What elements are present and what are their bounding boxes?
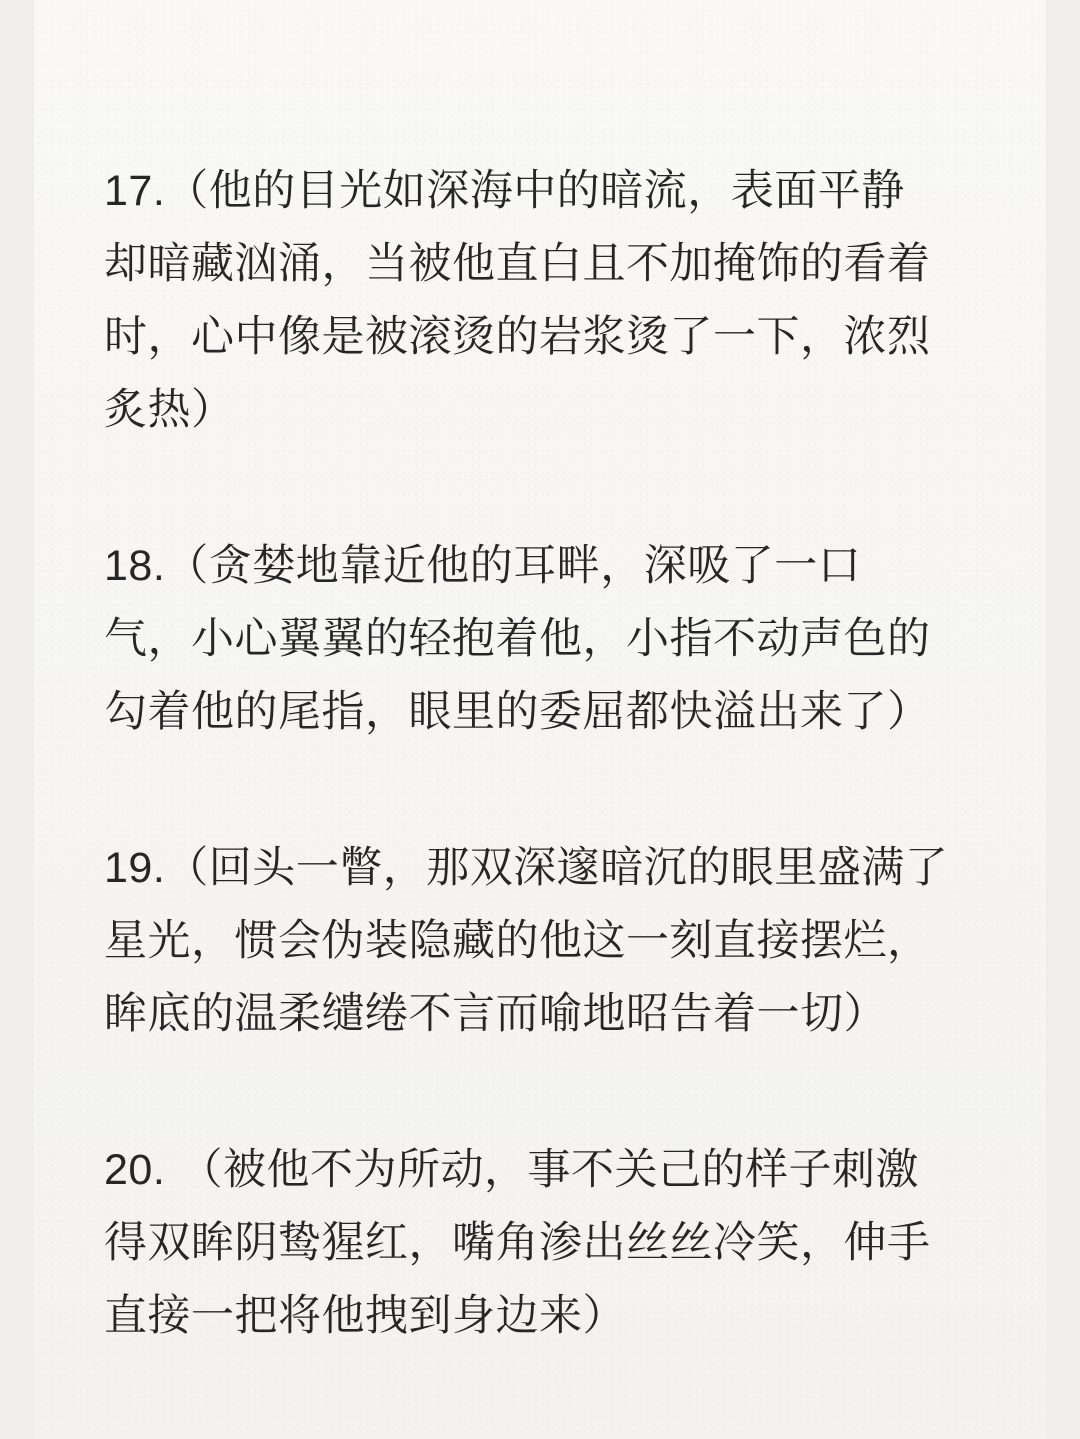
entry-number: 18. [104, 542, 166, 590]
entry-line: 却暗藏汹涌，当被他直白且不加掩饰的看着 [104, 239, 931, 289]
entry-text: （回头一瞥，那双深邃暗沉的眼里盛满了 [165, 843, 949, 893]
entry-line: 炙热） [104, 385, 235, 435]
page-edge-right [1046, 0, 1080, 1439]
entry-text: （他的目光如深海中的暗流，表面平静 [165, 166, 905, 216]
entry-line: 勾着他的尾指，眼里的委屈都快溢出来了） [104, 687, 931, 737]
entry-line: 得双眸阴鸷猩红，嘴角渗出丝丝冷笑，伸手 [104, 1218, 931, 1268]
entry-line: 星光，惯会伪装隐藏的他这一刻直接摆烂， [104, 916, 931, 966]
entry-line: 直接一把将他拽到身边来） [104, 1291, 626, 1341]
entry-line [104, 155, 964, 228]
entry-number: 19. [104, 844, 166, 892]
entry-line: 气，小心翼翼的轻抱着他，小指不动声色的 [104, 614, 931, 664]
entry-number: 17. [104, 167, 166, 215]
text-content [104, 155, 964, 1436]
entry-text: （贪婪地靠近他的耳畔，深吸了一口 [165, 541, 862, 591]
entry-20 [104, 1134, 964, 1353]
entry-line [104, 1134, 964, 1207]
page-edge-left [0, 0, 34, 1439]
entry-line [104, 832, 964, 905]
entry-17 [104, 155, 964, 447]
entry-number: 20. [104, 1146, 166, 1194]
entry-18 [104, 530, 964, 749]
entry-line [104, 530, 964, 603]
entry-line: 眸底的温柔缱绻不言而喻地昭告着一切） [104, 989, 887, 1039]
entry-19 [104, 832, 964, 1051]
entry-line: 时，心中像是被滚烫的岩浆烫了一下，浓烈 [104, 312, 931, 362]
entry-text: （被他不为所动，事不关己的样子刺激 [165, 1145, 919, 1195]
